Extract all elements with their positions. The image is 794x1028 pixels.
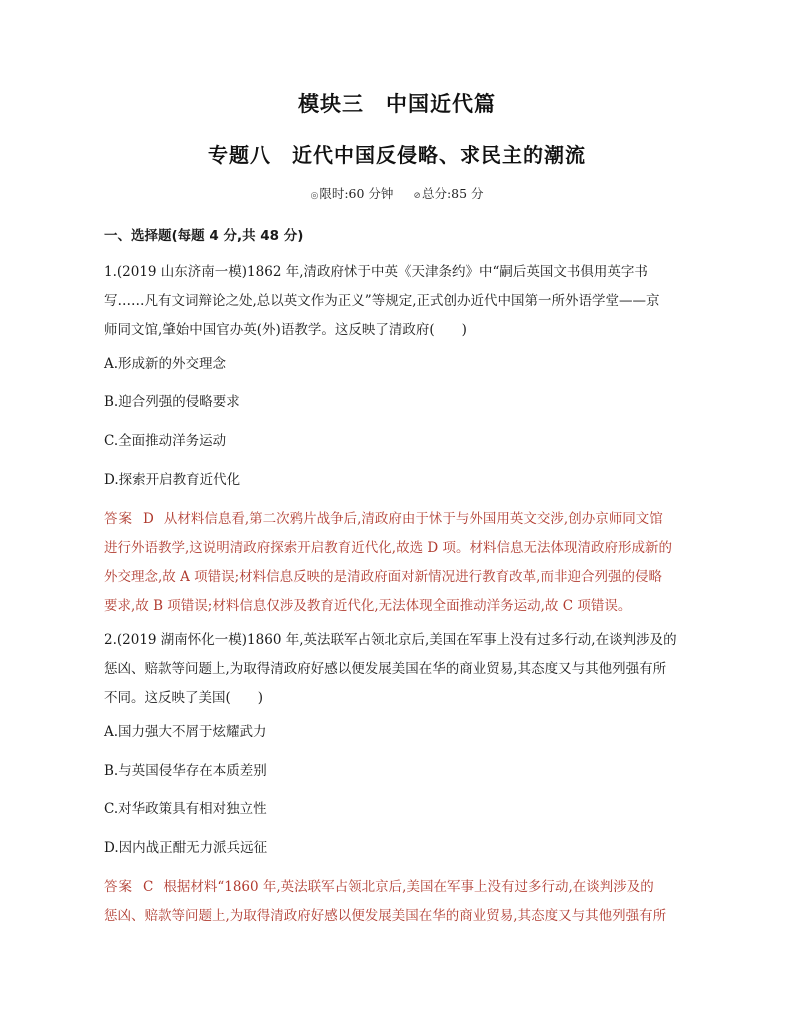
total-score: 总分:85 分 <box>421 186 484 201</box>
question-1-option-c: C.全面推动洋务运动 <box>104 433 227 449</box>
analysis-line-2: 惩凶、赔款等问题上,为取得清政府好感以便发展美国在华的商业贸易,其态度又与其他列强有所 <box>104 908 667 924</box>
question-1-option-a: A.形成新的外交理念 <box>104 356 227 372</box>
analysis-line-1: 从材料信息看,第二次鸦片战争后,清政府由于怵于与外国用英文交涉,创办京师同文馆 <box>163 511 663 527</box>
module-title: 模块三 中国近代篇 <box>298 92 496 116</box>
question-2-answer <box>104 873 690 931</box>
score-icon: ⊘ <box>413 191 421 201</box>
question-2-line-1: 2.(2019 湖南怀化一模)1860 年,英法联军占领北京后,美国在军事上没有过多行动,在谈判涉及的 <box>104 632 677 648</box>
answer-label: 答案 <box>104 879 133 895</box>
analysis-line-1: 根据材料“1860 年,英法联军占领北京后,美国在军事上没有过多行动,在谈判涉及的 <box>163 879 654 895</box>
answer-key: C <box>143 879 154 895</box>
exam-meta <box>0 184 794 202</box>
time-limit: 限时:60 分钟 <box>319 186 394 201</box>
question-2-option-c: C.对华政策具有相对独立性 <box>104 801 267 817</box>
question-1-stem <box>104 258 690 345</box>
question-2-option-a: A.国力强大不屑于炫耀武力 <box>104 724 267 740</box>
answer-label: 答案 <box>104 511 133 527</box>
question-2-line-3: 不同。这反映了美国( ) <box>104 690 264 706</box>
question-2-line-2: 惩凶、赔款等问题上,为取得清政府好感以便发展美国在华的商业贸易,其态度又与其他列强有所 <box>104 661 667 677</box>
question-1-line-3: 师同文馆,肇始中国官办英(外)语教学。这反映了清政府( ) <box>104 322 467 338</box>
question-2-option-b: B.与英国侵华存在本质差别 <box>104 763 267 779</box>
section-title: 一、选择题(每题 4 分,共 48 分) <box>104 228 304 244</box>
question-1-answer <box>104 505 690 621</box>
answer-key: D <box>143 511 154 527</box>
topic-title: 专题八 近代中国反侵略、求民主的潮流 <box>208 143 586 167</box>
analysis-line-2: 进行外语教学,这说明清政府探索开启教育近代化,故选 D 项。材料信息无法体现清政府形成新的 <box>104 540 672 556</box>
question-2-stem <box>104 626 690 713</box>
question-1-line-2: 写……凡有文词辩论之处,总以英文作为正义”等规定,正式创办近代中国第一所外语学堂——京 <box>104 293 660 309</box>
analysis-line-4: 要求,故 B 项错误;材料信息仅涉及教育近代化,无法体现全面推动洋务运动,故 C 项错误。 <box>104 598 632 614</box>
analysis-line-3: 外交理念,故 A 项错误;材料信息反映的是清政府面对新情况进行教育改革,而非迎合列强的侵略 <box>104 569 662 585</box>
question-1-line-1: 1.(2019 山东济南一模)1862 年,清政府怵于中英《天津条约》中“嗣后英国文书俱用英字书 <box>104 264 648 280</box>
question-1-option-d: D.探索开启教育近代化 <box>104 472 241 488</box>
clock-icon: ◎ <box>310 191 319 201</box>
question-1-option-b: B.迎合列强的侵略要求 <box>104 394 240 410</box>
question-2-option-d: D.因内战正酣无力派兵远征 <box>104 840 268 856</box>
